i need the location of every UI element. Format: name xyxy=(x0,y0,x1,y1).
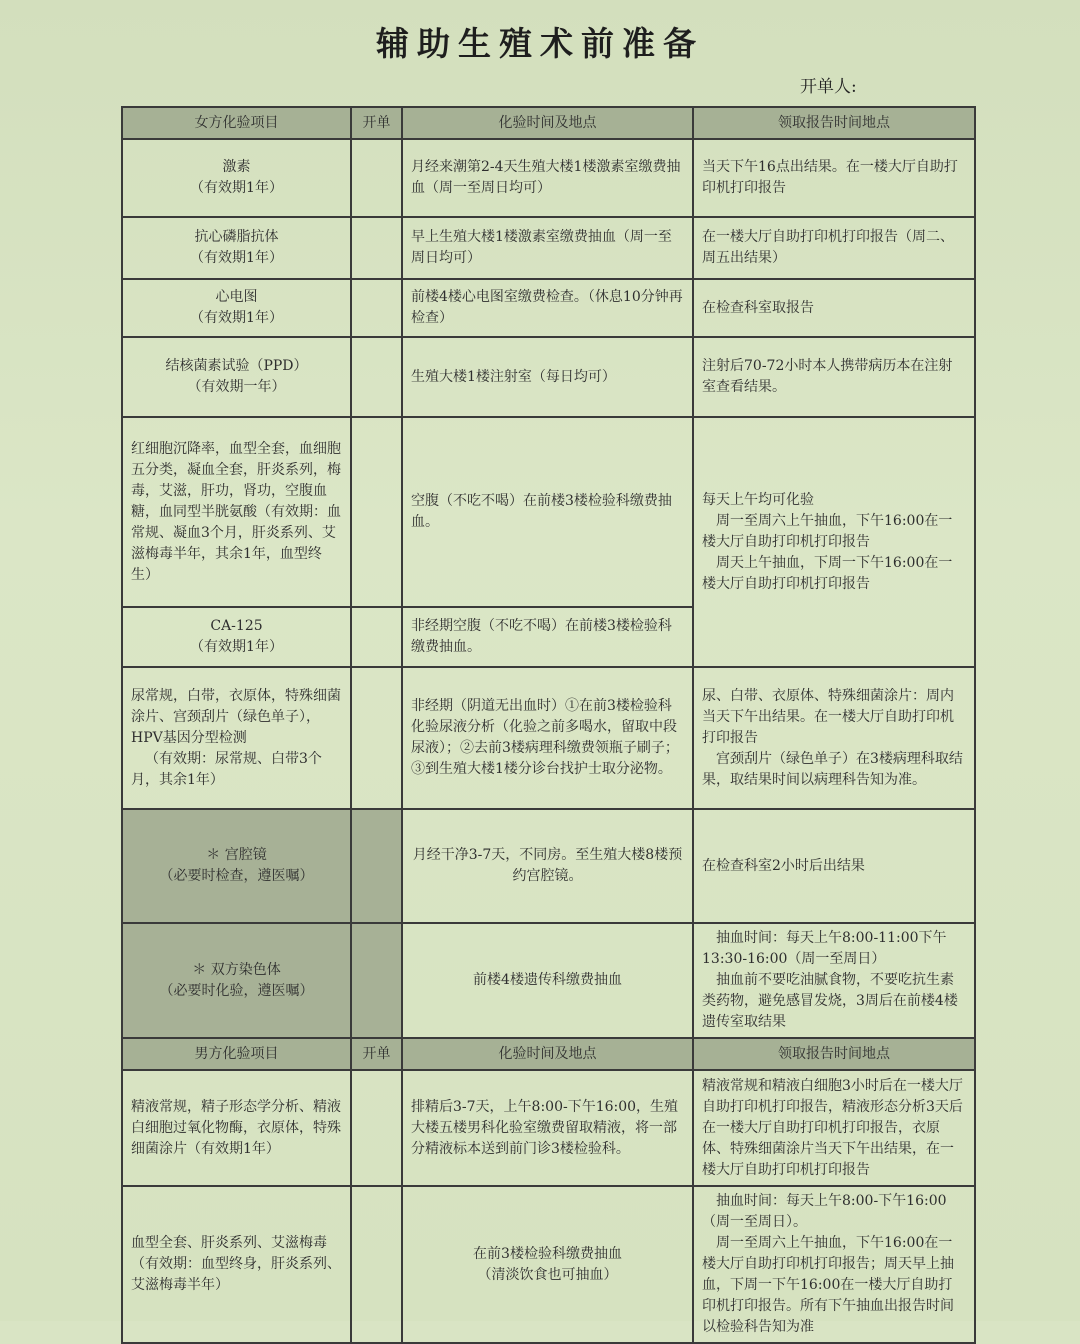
test-item xyxy=(122,809,351,923)
report-line: 尿、白带、衣原体、特殊细菌涂片：周内当天下午出结果。在一楼大厅自助打印机打印报告 xyxy=(702,687,954,746)
time-note: （清淡饮食也可抽血） xyxy=(477,1266,618,1283)
item-name: 心电图 xyxy=(215,289,258,305)
test-item xyxy=(122,667,351,809)
order-cell xyxy=(351,1186,402,1343)
test-item xyxy=(122,337,351,417)
table-row xyxy=(122,417,975,607)
item-name: 激素 xyxy=(222,159,251,175)
test-item xyxy=(122,923,351,1038)
header-order: 开单 xyxy=(351,107,402,139)
report-line: 宫颈刮片（绿色单子）在3楼病理科取结果，取结果时间以病理科告知为准。 xyxy=(702,750,963,788)
time-place xyxy=(402,1186,693,1343)
order-cell xyxy=(351,607,402,667)
item-name: ＊ 宫腔镜 xyxy=(206,847,267,863)
female-header-row xyxy=(122,107,975,139)
order-cell xyxy=(351,417,402,607)
table-row xyxy=(122,1070,975,1186)
test-item xyxy=(122,607,351,667)
report-line: 周天上午抽血，下周一下午16:00在一楼大厅自助打印机打印报告 xyxy=(702,554,953,592)
report-info: 在检查科室2小时后出结果 xyxy=(693,809,975,923)
report-info: 精液常规和精液白细胞3小时后在一楼大厅自助打印机打印报告，精液形态分析3天后在一楼大厅自助打印机打印报告，衣原体、特殊细菌涂片当天下午出结果，在一楼大厅自助打印机打印报告 xyxy=(693,1070,975,1186)
report-info xyxy=(693,667,975,809)
time-place: 排精后3-7天，上午8:00-下午16:00，生殖大楼五楼男科化验室缴费留取精液，将一部分精液标本送到前门诊3楼检验科。 xyxy=(402,1070,693,1186)
time-place: 早上生殖大楼1楼激素室缴费抽血（周一至周日均可） xyxy=(402,217,693,279)
table-row xyxy=(122,809,975,923)
time-line: 在前3楼检验科缴费抽血 xyxy=(473,1245,622,1262)
header-report-pickup: 领取报告时间地点 xyxy=(693,107,975,139)
report-info xyxy=(693,923,975,1038)
item-name: 抗心磷脂抗体 xyxy=(194,229,279,245)
table-row xyxy=(122,923,975,1038)
item-validity: （必要时检查，遵医嘱） xyxy=(159,868,314,884)
table-row xyxy=(122,217,975,279)
report-info: 注射后70-72小时本人携带病历本在注射室查看结果。 xyxy=(693,337,975,417)
report-info xyxy=(693,1186,975,1343)
test-item: 红细胞沉降率，血型全套，血细胞五分类，凝血全套，肝炎系列，梅毒，艾滋，肝功，肾功，空腹血糖，血同型半胱氨酸（有效期：血常规、凝血3个月，肝炎系列、艾滋梅毒半年，其余1年，血型终生） xyxy=(122,417,351,607)
time-place: 空腹（不吃不喝）在前楼3楼检验科缴费抽血。 xyxy=(402,417,693,607)
time-place: 月经来潮第2-4天生殖大楼1楼激素室缴费抽血（周一至周日均可） xyxy=(402,139,693,217)
report-info xyxy=(693,417,975,667)
table-row xyxy=(122,1186,975,1343)
report-line: 抽血时间：每天上午8:00-下午16:00（周一至周日）。 xyxy=(702,1193,947,1230)
report-line: 每天上午均可化验 xyxy=(702,491,814,508)
item-name: 结核菌素试验（PPD） xyxy=(165,358,308,374)
time-place: 前楼4楼遗传科缴费抽血 xyxy=(402,923,693,1038)
item-validity: （有效期1年） xyxy=(190,180,283,196)
report-line: 抽血前不要吃油腻食物，不要吃抗生素类药物，避免感冒发烧，3周后在前楼4楼遗传室取结果 xyxy=(702,972,958,1030)
item-validity: （有效期：尿常规、白带3个月，其余1年） xyxy=(131,750,322,788)
header-order: 开单 xyxy=(351,1038,402,1070)
order-cell xyxy=(351,337,402,417)
item-validity: （必要时化验，遵医嘱） xyxy=(159,982,314,999)
report-line: 周一至周六上午抽血，下午16:00在一楼大厅自助打印机打印报告 xyxy=(702,512,953,550)
order-cell xyxy=(351,279,402,337)
item-validity: （有效期1年） xyxy=(190,250,283,266)
test-item: 血型全套、肝炎系列、艾滋梅毒（有效期：血型终身，肝炎系列、艾滋梅毒半年） xyxy=(122,1186,351,1343)
preparation-table xyxy=(121,106,976,1344)
report-line: 周一至周六上午抽血，下午16:00在一楼大厅自助打印机打印报告；周天早上抽血，下周一下午16:00在一楼大厅自助打印机打印报告。所有下午抽血出报告时间以检验科告知为准 xyxy=(702,1235,954,1335)
time-place: 生殖大楼1楼注射室（每日均可） xyxy=(402,337,693,417)
table-row xyxy=(122,279,975,337)
time-place: 非经期空腹（不吃不喝）在前楼3楼检验科缴费抽血。 xyxy=(402,607,693,667)
page-title: 辅助生殖术前准备 xyxy=(376,24,704,63)
male-header-row xyxy=(122,1038,975,1070)
header-female-item: 女方化验项目 xyxy=(122,107,351,139)
test-item xyxy=(122,217,351,279)
table-row xyxy=(122,667,975,809)
item-name: 尿常规，白带，衣原体，特殊细菌涂片、宫颈刮片（绿色单子），HPV基因分型检测 xyxy=(131,687,341,746)
header-time-place: 化验时间及地点 xyxy=(402,1038,693,1070)
order-cell xyxy=(351,217,402,279)
order-cell xyxy=(351,809,402,923)
header-male-item: 男方化验项目 xyxy=(122,1038,351,1070)
table-row xyxy=(122,337,975,417)
header-time-place: 化验时间及地点 xyxy=(402,107,693,139)
report-info: 在一楼大厅自助打印机打印报告（周二、周五出结果） xyxy=(693,217,975,279)
order-cell xyxy=(351,667,402,809)
order-cell xyxy=(351,1070,402,1186)
item-validity: （有效期1年） xyxy=(190,639,283,655)
time-place: 前楼4楼心电图室缴费检查。（休息10分钟再检查） xyxy=(402,279,693,337)
header-report-pickup: 领取报告时间地点 xyxy=(693,1038,975,1070)
test-item xyxy=(122,139,351,217)
item-name: ＊ 双方染色体 xyxy=(192,961,281,978)
report-line: 抽血时间：每天上午8:00-11:00下午13:30-16:00（周一至周日） xyxy=(702,930,947,967)
table-row xyxy=(122,139,975,217)
order-cell xyxy=(351,139,402,217)
test-item: 精液常规，精子形态学分析、精液白细胞过氧化物酶，衣原体，特殊细菌涂片（有效期1年） xyxy=(122,1070,351,1186)
item-validity: （有效期一年） xyxy=(187,379,286,395)
report-info: 在检查科室取报告 xyxy=(693,279,975,337)
order-cell xyxy=(351,923,402,1038)
issuer-label: 开单人: xyxy=(800,77,857,97)
item-validity: （有效期1年） xyxy=(190,310,283,326)
time-place: 月经干净3-7天，不同房。至生殖大楼8楼预约宫腔镜。 xyxy=(402,809,693,923)
time-place: 非经期（阴道无出血时）①在前3楼检验科化验尿液分析（化验之前多喝水，留取中段尿液）；②去前3楼病理科缴费领瓶子刷子；③到生殖大楼1楼分诊台找护士取分泌物。 xyxy=(402,667,693,809)
report-info: 当天下午16点出结果。在一楼大厅自助打印机打印报告 xyxy=(693,139,975,217)
item-name: CA-125 xyxy=(210,618,263,634)
test-item xyxy=(122,279,351,337)
